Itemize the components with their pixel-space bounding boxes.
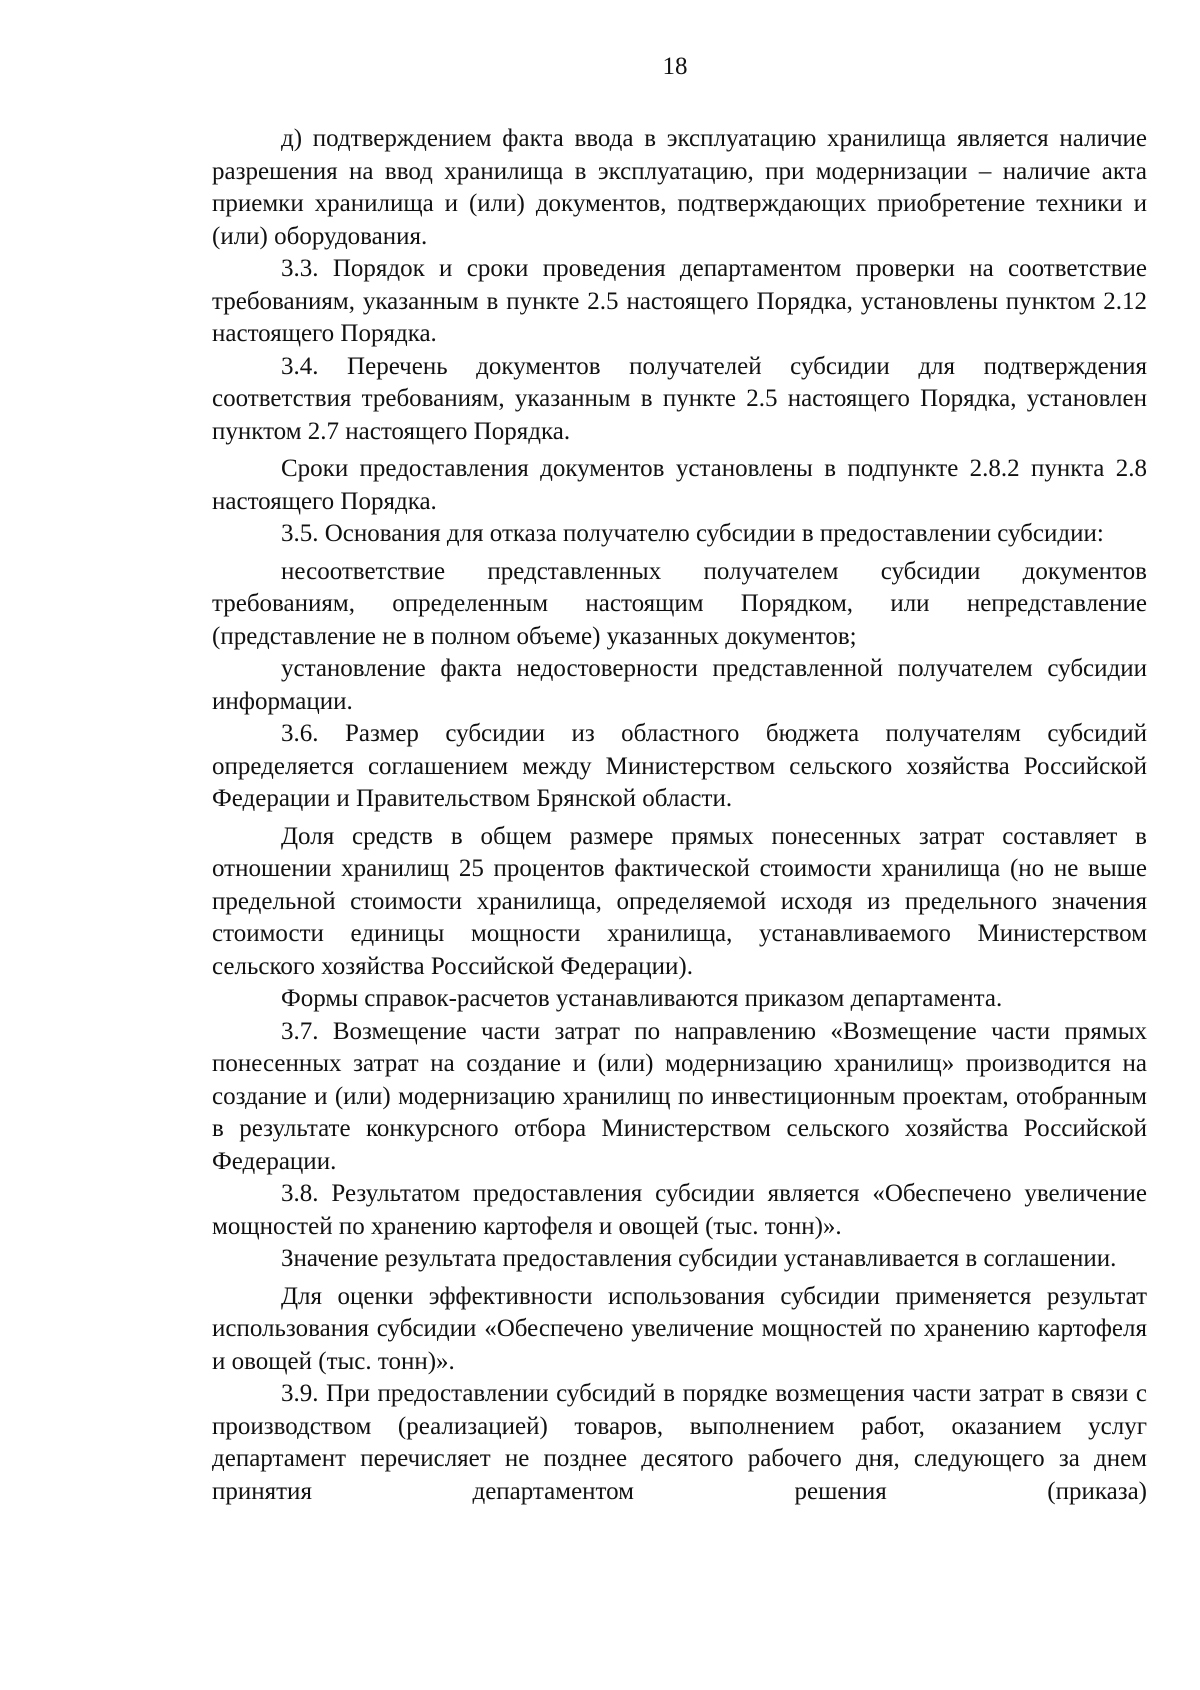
paragraph-3-3: 3.3. Порядок и сроки проведения департаментом проверки на соответствие требованиям, указанным в пункте 2.5 настоящего Порядка, установлены пунктом 2.12 настоящего Порядка. <box>212 255 1147 347</box>
paragraph-3-6-forms: Формы справок-расчетов устанавливаются приказом департамента. <box>281 985 1003 1012</box>
paragraph-3-7: 3.7. Возмещение части затрат по направлению «Возмещение части прямых понесенных затрат на создание и (или) модернизацию хранилищ» производится на создание и (или) модернизацию хранилищ по инвестиционным проектам, отобранным в результате конкурсного отбора Министерством сельского хозяйства Российской Федерации. <box>212 1017 1147 1175</box>
paragraph-3-9: 3.9. При предоставлении субсидий в порядке возмещения части затрат в связи с производством (реализацией) товаров, выполнением работ, оказанием услуг департамент перечисляет не позднее десятого рабочего дня, следующего за днем принятия департаментом решения (приказа) <box>212 1380 1147 1505</box>
paragraph-3-8: 3.8. Результатом предоставления субсидии является «Обеспечено увеличение мощностей по хранению картофеля и овощей (тыс. тонн)». <box>212 1180 1147 1240</box>
paragraph-3-5-item-1: несоответствие представленных получателем субсидии документов требованиям, определенным настоящим Порядком, или непредставление (представление не в полном объеме) указанных документов; <box>212 557 1147 650</box>
paragraph-3-5: 3.5. Основания для отказа получателю субсидии в предоставлении субсидии: <box>281 520 1104 547</box>
paragraph-3-2-d: д) подтверждением факта ввода в эксплуатацию хранилища является наличие разрешения на ввод хранилища в эксплуатацию, при модернизации – наличие акта приемки хранилища и (или) документов, подтверждающих приобретение техники и (или) оборудования. <box>212 125 1147 250</box>
paragraph-3-6: 3.6. Размер субсидии из областного бюджета получателям субсидий определяется соглашением между Министерством сельского хозяйства Российской Федерации и Правительством Брянской области. <box>212 720 1147 812</box>
paragraph-3-4-deadlines: Сроки предоставления документов установлены в подпункте 2.8.2 пункта 2.8 настоящего Порядка. <box>212 455 1147 515</box>
paragraph-3-4: 3.4. Перечень документов получателей субсидии для подтверждения соответствия требованиям, указанным в пункте 2.5 настоящего Порядка, установлен пунктом 2.7 настоящего Порядка. <box>212 352 1147 445</box>
paragraph-3-8-efficiency: Для оценки эффективности использования субсидии применяется результат использования субсидии «Обеспечено увеличение мощностей по хранению картофеля и овощей (тыс. тонн)». <box>212 1282 1147 1375</box>
paragraph-3-8-value: Значение результата предоставления субсидии устанавливается в соглашении. <box>281 1245 1117 1272</box>
paragraph-3-6-share: Доля средств в общем размере прямых понесенных затрат составляет в отношении хранилищ 25 процентов фактической стоимости хранилища (но не выше предельной стоимости хранилища, определяемой исходя из предельного значения стоимости единицы мощности хранилища, устанавливаемого Министерством сельского хозяйства Российской Федерации). <box>212 822 1147 980</box>
document-body <box>212 123 1147 1508</box>
page-number: 18 <box>662 53 688 80</box>
paragraph-3-5-item-2: установление факта недостоверности представленной получателем субсидии информации. <box>212 655 1147 715</box>
